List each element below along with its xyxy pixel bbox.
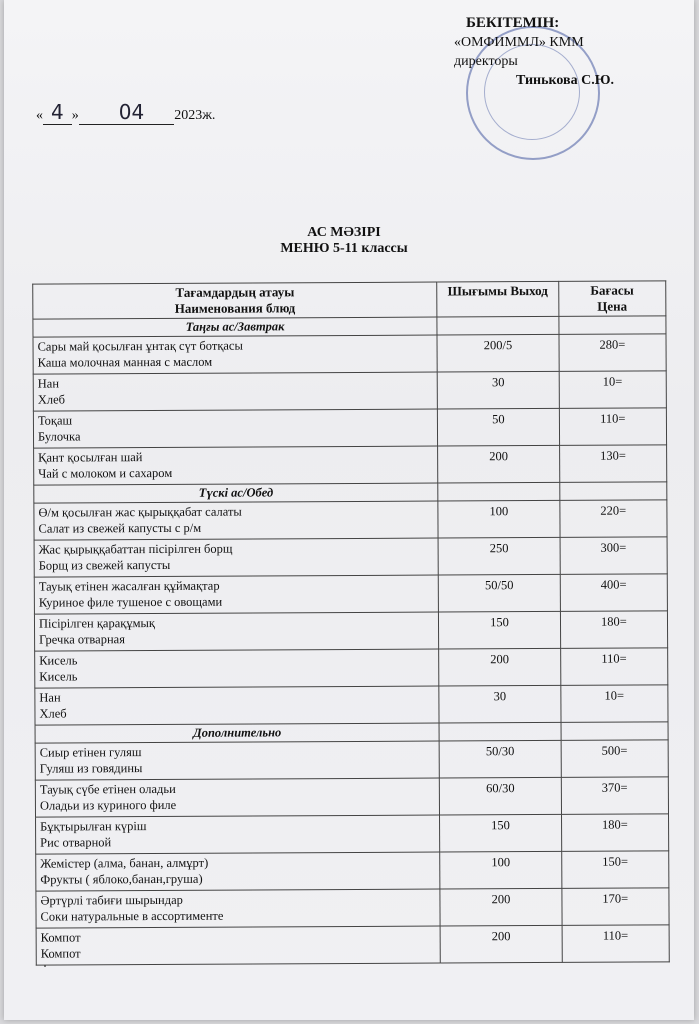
dish-output: 250 [438, 537, 560, 575]
dish-price: 110= [562, 925, 670, 963]
approval-block [454, 14, 614, 90]
dish-name [34, 446, 438, 485]
dish-price: 220= [560, 500, 668, 538]
dish-name-ru: Кисель [39, 669, 78, 684]
dish-output: 50/30 [439, 740, 561, 778]
dish-price: 180= [560, 611, 668, 649]
dish-name [33, 335, 437, 374]
date-day: 4 [51, 100, 64, 124]
dish-name [34, 575, 438, 614]
dish-name-kz: Ө/м қосылған жас қырыққабат салаты [38, 504, 242, 520]
dish-name [35, 649, 439, 688]
dish-name-kz: Тауық етінен жасалған құймақтар [38, 578, 220, 594]
dish-name [34, 538, 438, 577]
dish-output: 200/5 [437, 334, 559, 372]
dish-price: 170= [562, 888, 670, 926]
table-row [34, 611, 667, 651]
approval-heading: БЕКІТЕМІН: [466, 15, 560, 31]
dish-name-kz: Жас қырыққабаттан пісірілген борщ [38, 541, 233, 557]
dish-price: 370= [561, 777, 669, 815]
dish-price: 500= [561, 740, 669, 778]
dish-output: 50 [438, 408, 560, 446]
dish-name [36, 815, 440, 854]
dish-name-ru: Фрукты ( яблоко,банан,груша) [40, 871, 203, 887]
section-empty [559, 316, 666, 335]
dish-name [33, 372, 437, 411]
dish-output: 100 [438, 500, 560, 538]
date-quote-open: « [36, 108, 43, 123]
table-row [36, 888, 669, 928]
dish-name [36, 852, 440, 891]
table-header-row [33, 281, 666, 319]
dish-name-ru: Каша молочная манная с маслом [37, 354, 213, 370]
table-row [34, 445, 667, 485]
dish-price: 400= [560, 574, 668, 612]
approval-position: директоры [454, 54, 518, 69]
dish-name-ru: Хлеб [37, 392, 66, 407]
dish-price: 110= [559, 408, 667, 446]
section-title: Дополнительно [35, 723, 439, 743]
dish-price: 180= [561, 814, 669, 852]
dish-name [34, 501, 438, 540]
dish-name-kz: Сары май қосылған ұнтақ сүт ботқасы [37, 338, 243, 354]
dish-name-ru: Гречка отварная [39, 632, 125, 647]
dish-name-kz: Тоқаш [37, 413, 73, 428]
dish-output: 200 [440, 925, 562, 963]
header-price: Бағасы Цена [558, 281, 666, 317]
dish-name-kz: Нан [39, 690, 61, 705]
dish-name-kz: Әртүрлі табиғи шырындар [40, 892, 183, 908]
table-row [35, 648, 668, 688]
section-empty [559, 482, 666, 501]
document-date [36, 100, 215, 125]
dish-name-kz: Сиыр етінен гуляш [39, 745, 142, 760]
dish-name-kz: Кисель [39, 653, 78, 668]
dish-output: 150 [439, 611, 561, 649]
paper-speck [44, 965, 46, 967]
table-row [33, 334, 666, 374]
section-empty [437, 316, 558, 335]
dish-name-ru: Гуляш из говядины [39, 761, 143, 776]
table-row [34, 574, 667, 614]
approval-org: «ОМФИММЛ» КММ [454, 35, 584, 50]
dish-name-ru: Борщ из свежей капусты [38, 557, 171, 573]
dish-output: 30 [439, 685, 561, 723]
dish-name-kz: Жемістер (алма, банан, алмұрт) [40, 855, 209, 871]
dish-name [36, 889, 440, 928]
section-empty [561, 722, 668, 741]
dish-output: 30 [437, 371, 559, 409]
dish-output: 50/50 [439, 574, 561, 612]
table-row [35, 740, 668, 780]
dish-name-ru: Хлеб [39, 706, 67, 721]
dish-name [36, 926, 440, 965]
dish-name-kz: Пісірілген қарақұмық [38, 616, 155, 631]
date-year: 2023ж. [174, 108, 216, 123]
section-empty [439, 722, 560, 741]
dish-output: 200 [439, 648, 561, 686]
menu-title-ru: МЕНЮ 5-11 классы [280, 241, 408, 256]
dish-name-kz: Компот [40, 930, 81, 945]
table-row [36, 851, 669, 891]
section-title: Түскі ас/Обед [34, 483, 438, 503]
dish-price: 10= [559, 371, 667, 409]
header-output: Шығымы Выход [437, 281, 559, 317]
table-row [34, 537, 667, 577]
dish-output: 150 [440, 814, 562, 852]
table-row [35, 777, 668, 817]
table-row [33, 371, 666, 411]
table-row [35, 685, 668, 725]
dish-name [35, 778, 439, 817]
dish-output: 200 [438, 445, 560, 483]
dish-price: 150= [561, 851, 669, 889]
table-row [34, 500, 667, 540]
dish-name-ru: Оладьи из куриного филе [39, 797, 177, 813]
date-quote-close: » [71, 108, 79, 123]
dish-name [34, 612, 438, 651]
table-body [33, 316, 669, 965]
section-title: Таңғы ас/Завтрак [33, 317, 437, 337]
dish-output: 200 [440, 888, 562, 926]
dish-name [35, 741, 439, 780]
table-row [36, 814, 669, 854]
dish-name-ru: Булочка [37, 429, 81, 444]
dish-output: 100 [440, 851, 562, 889]
menu-table [32, 280, 670, 965]
menu-document [4, 0, 694, 1020]
menu-title-kz: АС МӘЗІРІ [307, 225, 381, 240]
dish-price: 110= [560, 648, 668, 686]
dish-name-ru: Чай с молоком и сахаром [38, 465, 173, 481]
dish-name-kz: Нан [37, 376, 60, 391]
table-row [33, 408, 666, 448]
dish-price: 10= [560, 685, 668, 723]
dish-name-kz: Бұқтырылған күріш [40, 819, 147, 834]
header-name: Тағамдардың атауы Наименования блюд [33, 282, 437, 319]
dish-price: 130= [559, 445, 667, 483]
dish-name-ru: Куриное филе тушеное с овощами [38, 594, 223, 610]
dish-name-ru: Рис отварной [40, 835, 112, 850]
dish-output: 60/30 [440, 777, 562, 815]
approval-signatory: Тинькова С.Ю. [516, 73, 614, 88]
table-row [36, 925, 669, 965]
section-empty [438, 482, 559, 501]
dish-name-ru: Соки натуральные в ассортименте [40, 908, 224, 924]
dish-name-ru: Салат из свежей капусты с р/м [38, 520, 202, 536]
dish-name-kz: Тауық сүбе етінен оладьи [39, 781, 176, 797]
dish-name-ru: Компот [40, 946, 81, 961]
dish-price: 280= [559, 334, 667, 372]
dish-name [33, 409, 437, 448]
dish-name [35, 686, 439, 725]
dish-price: 300= [560, 537, 668, 575]
date-month: 04 [118, 100, 145, 124]
dish-name-kz: Қант қосылған шай [38, 450, 143, 465]
